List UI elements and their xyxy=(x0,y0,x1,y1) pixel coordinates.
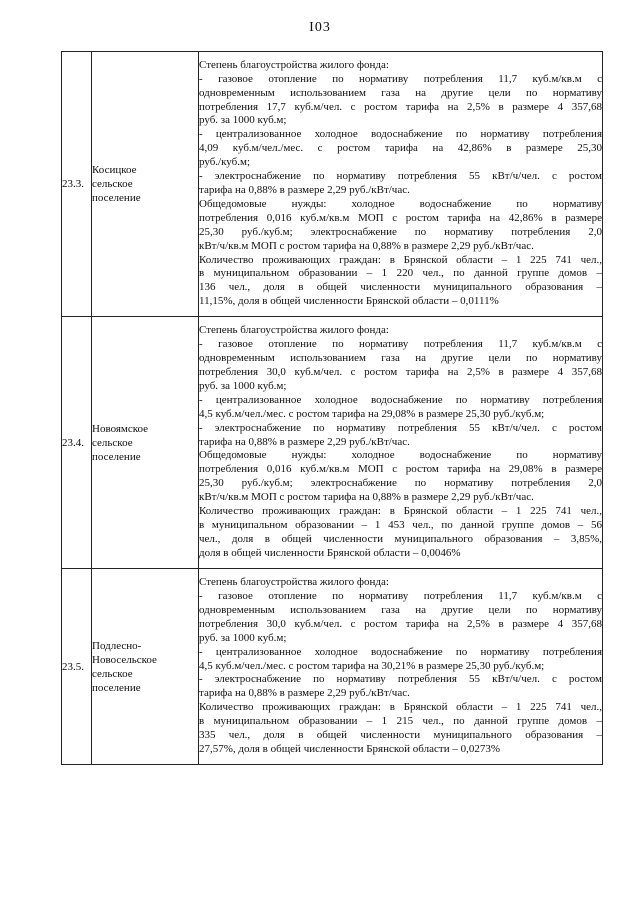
description-line: Общедомовые нужды: холодное водоснабжение по нормативу xyxy=(199,449,602,462)
description-line: 4,09 куб.м/чел./мес. с ростом тарифа на 42,86% в размере 25,30 xyxy=(199,142,602,155)
description-line: потребления 30,0 куб.м/чел. с ростом тарифа на 2,5% в размере 4 357,68 xyxy=(199,617,602,630)
description-line: чел., доля в общей численности муниципального образования – 3,85%, xyxy=(199,532,602,545)
settlement-name-line: Косицкое xyxy=(92,164,137,176)
description-line: 4,5 куб.м/чел./мес. с ростом тарифа на 29,08% в размере 25,30 руб./куб.м; xyxy=(199,407,545,420)
description-line: - централизованное холодное водоснабжение по нормативу потребления xyxy=(199,128,602,141)
settlement-name-line: сельское xyxy=(92,667,133,680)
settlement-name-line: Новосельское xyxy=(92,653,157,666)
settlement-name-line: поселение xyxy=(92,681,141,694)
table-row xyxy=(62,52,603,317)
row-description xyxy=(199,317,603,569)
description-line: Степень благоустройства жилого фонда: xyxy=(199,324,389,337)
description-line: в муниципальном образовании – 1 220 чел., по данной группе домов – xyxy=(199,267,602,280)
description-line: Общедомовые нужды: холодное водоснабжение по нормативу xyxy=(199,197,602,210)
settlement-name-line: поселение xyxy=(92,192,141,204)
settlements-table xyxy=(61,51,603,765)
table-row xyxy=(62,569,603,765)
row-number: 23.3. xyxy=(62,52,92,317)
description-line: - электроснабжение по нормативу потребления 55 кВт/ч/чел. с ростом xyxy=(199,170,602,183)
description-line: 335 чел., доля в общей численности муниципального образования – xyxy=(199,729,602,742)
description-line: Степень благоустройства жилого фонда: xyxy=(199,58,389,71)
description-line: тарифа на 0,88% в размере 2,29 руб./кВт/час. xyxy=(199,687,410,700)
description-line: - централизованное холодное водоснабжение по нормативу потребления xyxy=(199,645,602,658)
description-line: руб. за 1000 куб.м; xyxy=(199,114,287,127)
page-number: I03 xyxy=(309,20,331,35)
description-line: одновременным использованием газа на другие цели по нормативу xyxy=(199,86,602,99)
description-line: одновременным использованием газа на другие цели по нормативу xyxy=(199,603,602,616)
description-line: - газовое отопление по нормативу потребления 11,7 куб.м/кв.м с xyxy=(199,72,602,85)
description-line: - электроснабжение по нормативу потребления 55 кВт/ч/чел. с ростом xyxy=(199,673,602,686)
description-line: в муниципальном образовании – 1 215 чел., по данной группе домов – xyxy=(199,715,602,728)
description-line: потребления 17,7 куб.м/чел. с ростом тарифа на 2,5% в размере 4 357,68 xyxy=(199,100,602,113)
description-line: 25,30 руб./куб.м; электроснабжение по нормативу потребления 2,0 xyxy=(199,477,602,490)
row-description xyxy=(199,569,603,765)
description-line: руб. за 1000 куб.м; xyxy=(199,631,287,644)
description-line: потребления 30,0 куб.м/чел. с ростом тарифа на 2,5% в размере 4 357,68 xyxy=(199,366,602,379)
description-line: 25,30 руб./куб.м; электроснабжение по нормативу потребления 2,0 xyxy=(199,225,602,238)
description-line: 27,57%, доля в общей численности Брянской области – 0,0273% xyxy=(199,742,500,755)
settlement-name-line: поселение xyxy=(92,450,141,463)
description-line: Степень благоустройства жилого фонда: xyxy=(199,576,389,589)
row-number: 23.5. xyxy=(62,569,92,765)
description-line: одновременным использованием газа на другие цели по нормативу xyxy=(199,352,602,365)
description-line: в муниципальном образовании – 1 453 чел., по данной группе домов – 56 xyxy=(199,518,602,531)
settlement-name xyxy=(92,317,199,569)
settlement-name xyxy=(92,52,199,317)
description-line: потребления 0,016 куб.м/кв.м МОП с ростом тарифа на 29,08% в размере xyxy=(199,463,602,476)
settlement-name-line: сельское xyxy=(92,436,133,449)
description-line: Количество проживающих граждан: в Брянской области – 1 225 741 чел., xyxy=(199,505,602,518)
description-line: тарифа на 0,88% в размере 2,29 руб./кВт/час. xyxy=(199,184,410,196)
description-line: кВт/ч/кв.м МОП с ростом тарифа на 0,88% в размере 2,29 руб./кВт/час. xyxy=(199,491,534,504)
description-line: руб. за 1000 куб.м; xyxy=(199,379,287,392)
row-description xyxy=(199,52,603,317)
description-line: 4,5 куб.м/чел./мес. с ростом тарифа на 30,21% в размере 25,30 руб./куб.м; xyxy=(199,659,545,672)
description-line: доля в общей численности Брянской области – 0,0046% xyxy=(199,546,461,559)
row-number: 23.4. xyxy=(62,317,92,569)
description-line: - электроснабжение по нормативу потребления 55 кВт/ч/чел. с ростом xyxy=(199,421,602,434)
settlement-name-line: Новоямское xyxy=(92,422,149,435)
description-line: Количество проживающих граждан: в Брянской области – 1 225 741 чел., xyxy=(199,701,602,714)
table-row xyxy=(62,317,603,569)
description-line: 11,15%, доля в общей численности Брянской области – 0,0111% xyxy=(199,295,499,308)
description-line: руб./куб.м; xyxy=(199,156,251,169)
description-line: - газовое отопление по нормативу потребления 11,7 куб.м/кв.м с xyxy=(199,338,602,351)
settlement-name-line: Подлесно- xyxy=(92,639,142,652)
description-line: - газовое отопление по нормативу потребления 11,7 куб.м/кв.м с xyxy=(199,590,602,603)
description-line: потребления 0,016 куб.м/кв.м МОП с ростом тарифа на 42,86% в размере xyxy=(199,211,602,224)
settlement-name-line: сельское xyxy=(92,178,133,190)
description-line: тарифа на 0,88% в размере 2,29 руб./кВт/час. xyxy=(199,435,410,448)
description-line: 136 чел., доля в общей численности муниципального образования – xyxy=(199,281,602,294)
description-line: - централизованное холодное водоснабжение по нормативу потребления xyxy=(199,393,602,406)
settlement-name xyxy=(92,569,199,765)
description-line: Количество проживающих граждан: в Брянской области – 1 225 741 чел., xyxy=(199,253,602,266)
description-line: кВт/ч/кв.м МОП с ростом тарифа на 0,88% в размере 2,29 руб./кВт/час. xyxy=(199,239,534,252)
